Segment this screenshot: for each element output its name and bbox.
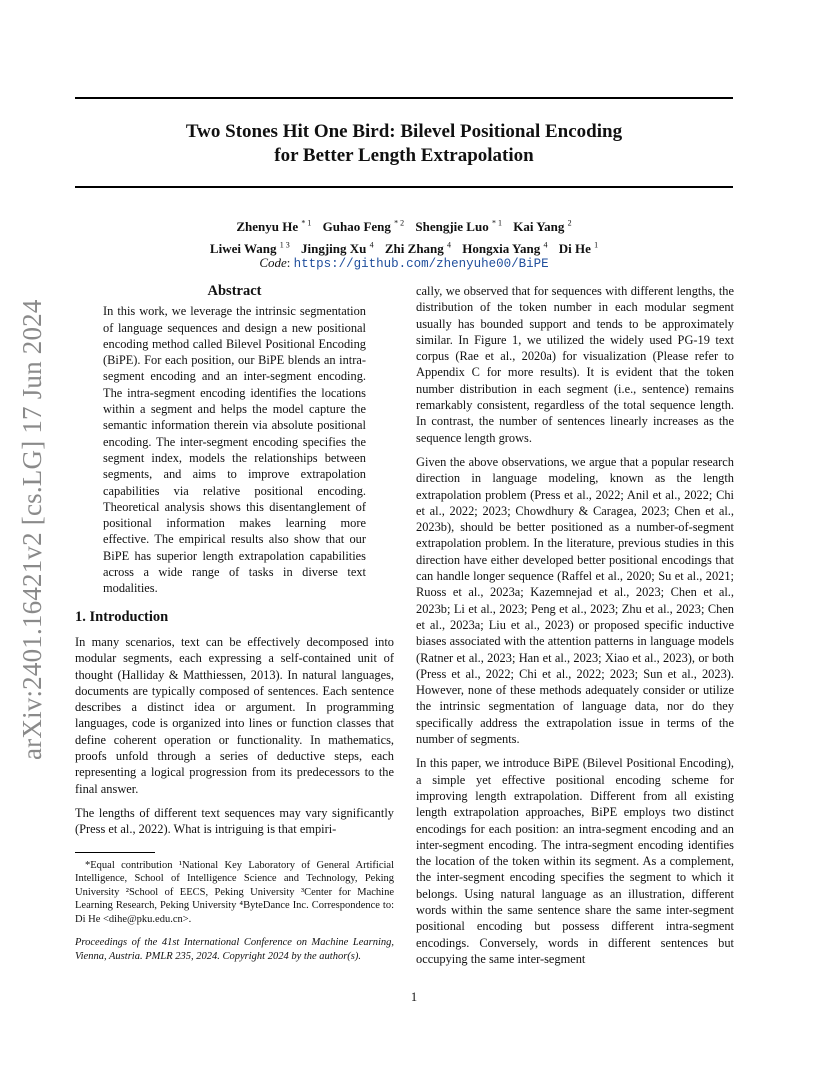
right-column (416, 283, 734, 975)
abstract-text: In this work, we leverage the intrinsic segmentation of language sequences and design a new positional encoding method called Bilevel Positional Encoding (BiPE). For each position, our BiPE blends an intra-segment encoding and an inter-segment encoding. The intra-segment encoding identifies the locations within a segment and helps the model capture the semantic information therein via absolute positional encoding. The inter-segment encoding specifies the segment index, models the relationships between segments, and aims to improve extrapolation capabilities via relative positional encoding. Theoretical analysis shows this disentanglement of positional information makes learning more effective. The empirical results also show that our BiPE has superior length extrapolation capabilities across a wide range of tasks in diverse text modalities. (103, 304, 366, 596)
code-availability: Code: https://github.com/zhenyuhe00/BiPE (259, 255, 549, 271)
author: Di He $^1$ (558, 240, 599, 256)
title-top-rule (75, 97, 733, 99)
affiliation-footnote: *Equal contribution ¹National Key Laboratory of General Artificial Intelligence, School of Intelligence Science and Technology, Peking University ²School of EECS, Peking University ³Center for Machine Learning Research, Peking University ⁴ByteDance Inc. Correspondence to: Di He <dihe@pku.edu.cn>. (75, 859, 394, 925)
proceedings-note: Proceedings of the 41st International Conference on Machine Learning, Vienna, Austria. PMLR 235, 2024. Copyright 2024 by the author(s). (75, 937, 394, 962)
author: Jingjing Xu $^4$ (301, 240, 374, 256)
title-bottom-rule (75, 186, 733, 188)
code-link[interactable]: https://github.com/zhenyuhe00/BiPE (293, 257, 549, 271)
author-row-1 (75, 215, 733, 236)
page-number: 1 (410, 990, 418, 1004)
author: Shengjie Luo $^{* 1}$ (415, 219, 502, 235)
arxiv-identifier: arXiv:2401.16421v2 [cs.LG] 17 Jun 2024 (17, 299, 47, 760)
introduction-heading: 1. Introduction (75, 608, 169, 625)
right-paragraph-1: cally, we observed that for sequences with different lengths, the distribution of the token number in each modular segment usually has bounded support and tends to be approximately similar. In Figure 1, we utilized the widely used PG-19 text corpus (Rae et al., 2020a) for visualization (Please refer to Appendix C for more results). It is evident that the token number distribution in each segment (i.e., sentence) remains remarkably consistent, regardless of the total sequence length. In contrast, the number of sentences linearly increases as the sequence length grows. (416, 284, 734, 445)
title-line-1: Two Stones Hit One Bird: Bilevel Positional Encoding (185, 121, 623, 142)
title-line-2: for Better Length Extrapolation (274, 145, 534, 166)
right-paragraph-3: In this paper, we introduce BiPE (Bilevel Positional Encoding), a simple yet effective positional encoding scheme for improving length extrapolation. Different from all existing length extrapolation approaches, BiPE employs two distinct encodings for each position: an intra-segment encoding and an inter-segment encoding. The intra-segment encoding identifies the location of the token within its segment. As a complement, the inter-segment encoding specifies the segment to which it belongs. Using natural language as an illustration, different words within the same sentence share the same inter-segment positional encoding but possess different intra-segment encodings. Conversely, words in different sentences but occupying the same inter-segment (416, 756, 734, 966)
paper-title (75, 120, 733, 168)
author: Guhao Feng $^{* 2}$ (322, 219, 405, 235)
author: Liwei Wang $^{1 3}$ (209, 240, 290, 256)
author: Zhenyu He $^{* 1}$ (236, 219, 312, 235)
abstract-heading: Abstract (207, 283, 262, 299)
code-label: Code (259, 255, 287, 270)
author: Hongxia Yang $^4$ (462, 240, 548, 256)
intro-paragraph-1: In many scenarios, text can be effectively decomposed into modular segments, each expressing a self-contained unit of thought (Halliday & Matthiessen, 2013). In natural languages, documents are typically composed of sentences. Each sentence describes a distinct idea or argument. In programming languages, code is organized into lines or function classes that define coherent operation or functionality. In mathematics, proofs unfold through a series of deductive steps, each representing a logical progression from its predecessors to the final answer. (75, 634, 394, 796)
author-list (75, 215, 733, 258)
author: Zhi Zhang $^4$ (384, 240, 452, 256)
left-column (75, 283, 394, 963)
footnote-rule (75, 852, 155, 853)
right-paragraph-2: Given the above observations, we argue that a popular research direction in language modeling, known as the length extrapolation problem (Press et al., 2022; Anil et al., 2022; Chi et al., 2022; 2023; Chowdhury & Caragea, 2023; Chen et al., 2023b), should be better positioned as a number-of-segment extrapolation problem. In the literature, previous studies in this direction have either developed better positional encodings that can handle longer sequence (Raffel et al., 2020; Su et al., 2021; Ruoss et al., 2023a; Kazemnejad et al., 2023; Chen et al., 2023b; Li et al., 2023; Peng et al., 2023; Zhu et al., 2023; Chen et al., 2023a; Liu et al., 2023) or proposed specific inductive biases associated with the attention patterns in language models (Ratner et al., 2023; Han et al., 2023; Xiao et al., 2023), or both (Press et al., 2022; Chi et al., 2022; 2023; Sun et al., 2023). However, none of these methods adequately consider or utilize the intrinsic segmentation of language data, nor do they specifically address the extrapolation issue in terms of the number of segments. (416, 454, 734, 747)
author: Kai Yang $^2$ (513, 219, 572, 235)
intro-paragraph-2: The lengths of different text sequences may vary significantly (Press et al., 2022). What is intriguing is that empiri- (75, 805, 394, 837)
